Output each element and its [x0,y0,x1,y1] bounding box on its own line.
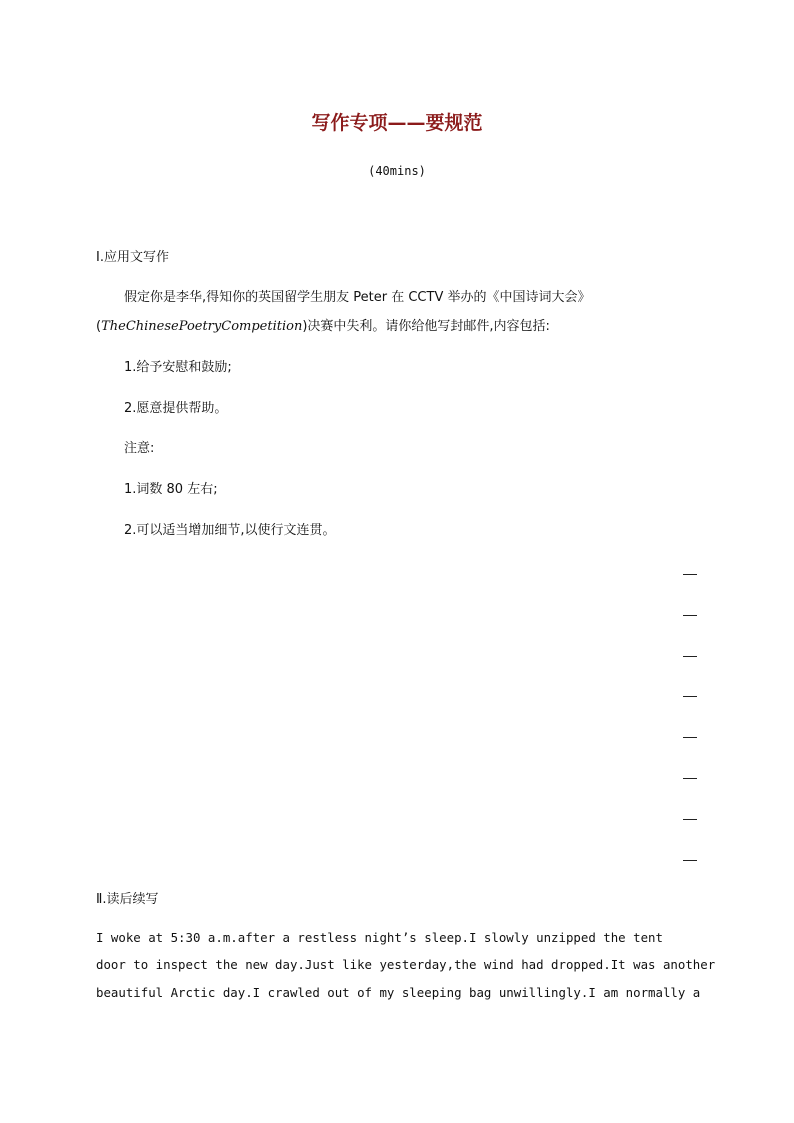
document-title: 写作专项——要规范 [311,112,483,134]
prompt-line-2 [96,315,550,334]
prompt-paren-open: ( [96,319,102,334]
content-point-2: 2.愿意提供帮助。 [124,401,228,416]
prompt-line-1: 假定你是李华,得知你的英国留学生朋友 Peter 在 CCTV 举办的《中国诗词大会》 [124,290,591,305]
content-point-1: 1.给予安慰和鼓励; [124,360,232,375]
passage-line-1: I woke at 5:30 a.m.after a restless night’s sleep.I slowly unzipped the tent [96,930,663,945]
prompt-line-2-rest: )决赛中失利。请你给他写封邮件,内容包括: [302,319,550,334]
answer-line [683,778,697,779]
answer-line [683,574,697,575]
answer-line [683,737,697,738]
passage-line-3: beautiful Arctic day.I crawled out of my sleeping bag unwillingly.I am normally a [96,985,701,1000]
answer-line [683,860,697,861]
section2-heading: Ⅱ.读后续写 [96,892,159,907]
note-2: 2.可以适当增加细节,以使行文连贯。 [124,523,336,538]
section1-heading: Ⅰ.应用文写作 [96,250,169,265]
passage-line-2: door to inspect the new day.Just like yesterday,the wind had dropped.It was another [96,957,716,972]
answer-line [683,615,697,616]
answer-line [683,656,697,657]
note-1: 1.词数 80 左右; [124,482,218,497]
answer-line [683,819,697,820]
competition-english-name: TheChinesePoetryCompetition [101,319,303,334]
answer-line [683,696,697,697]
time-limit: (40mins) [368,164,426,178]
note-label: 注意: [124,441,155,456]
